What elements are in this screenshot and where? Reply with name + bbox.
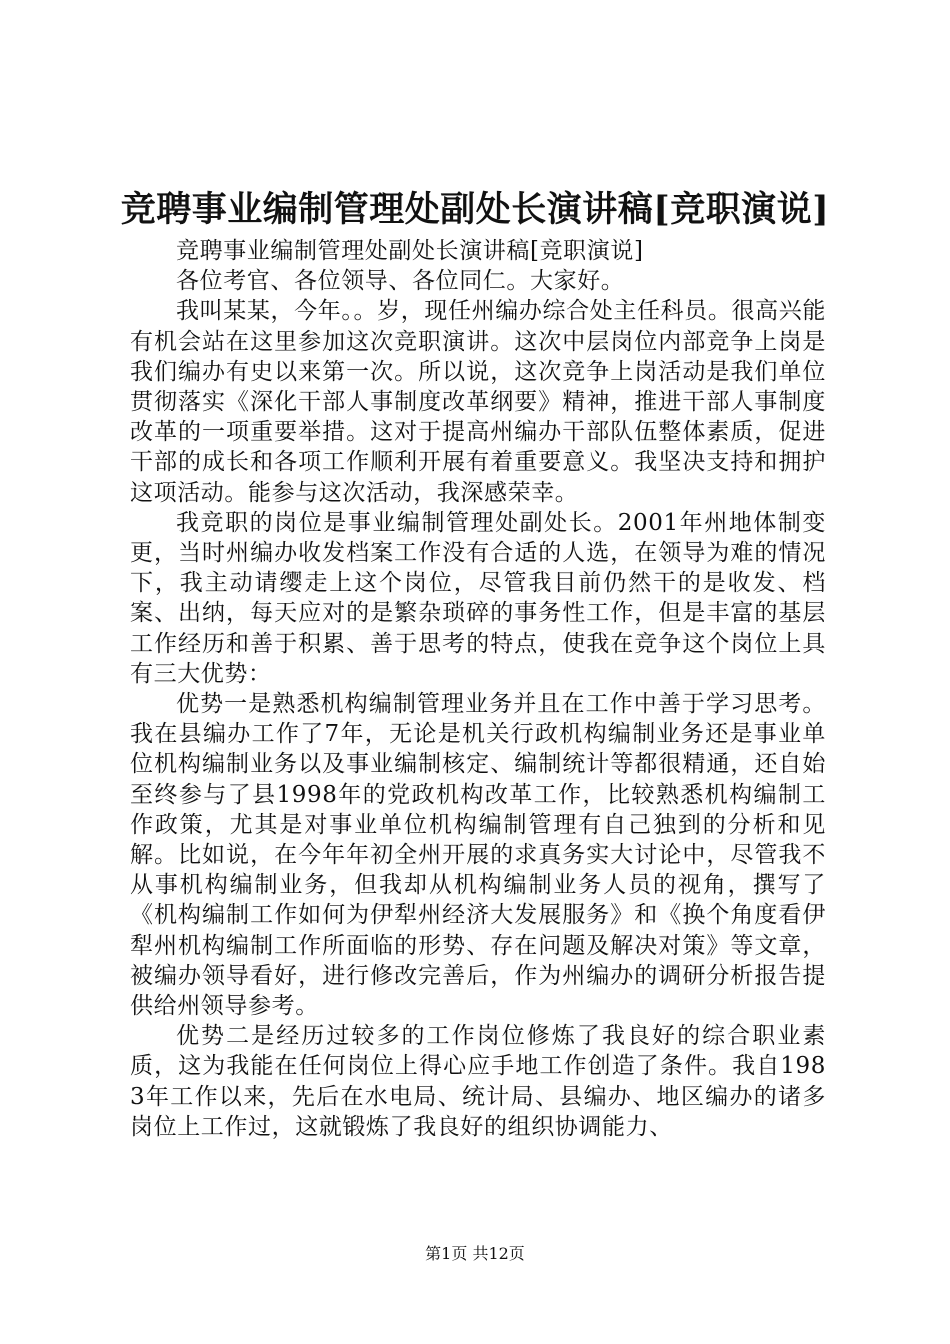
paragraph-advantage-two: 优势二是经历过较多的工作岗位修炼了我良好的综合职业素质，这为我能在任何岗位上得心应手地工作创造了条件。我自1983年工作以来，先后在水电局、统计局、县编办、地区编办的诸多岗位上工作过，这就锻炼了我良好的组织协调能力、 [130,1023,826,1140]
paragraph-position: 我竞职的岗位是事业编制管理处副处长。2001年州地体制变更，当时州编办收发档案工作没有合适的人选，在领导为难的情况下，我主动请缨走上这个岗位，尽管我目前仍然干的是收发、档案、出纳，每天应对的是繁杂琐碎的事务性工作，但是丰富的基层工作经历和善于积累、善于思考的特点，使我在竞争这个岗位上具有三大优势： [130,509,826,687]
paragraph-greeting: 各位考官、各位领导、各位同仁。大家好。 [176,268,625,295]
document-title: 竞聘事业编制管理处副处长演讲稿[竞职演说] [120,189,830,230]
paragraph-introduction: 我叫某某，今年。。岁，现任州编办综合处主任科员。很高兴能有机会站在这里参加这次竞职演讲。这次中层岗位内部竞争上岗是我们编办有史以来第一次。所以说，这次竞争上岗活动是我们单位贯彻落实《深化干部人事制度改革纲要》精神，推进干部人事制度改革的一项重要举措。这对于提高州编办干部队伍整体素质，促进干部的成长和各项工作顺利开展有着重要意义。我坚决支持和拥护这项活动。能参与这次活动，我深感荣幸。 [130,298,826,506]
paragraph-subtitle: 竞聘事业编制管理处副处长演讲稿[竞职演说] [176,238,644,264]
document-body [130,236,826,1142]
paragraph-advantage-one: 优势一是熟悉机构编制管理业务并且在工作中善于学习思考。我在县编办工作了7年，无论是机关行政机构编制业务还是事业单位机构编制业务以及事业编制核定、编制统计等都很精通，还自始至终参与了县1998年的党政机构改革工作，比较熟悉机构编制工作政策，尤其是对事业单位机构编制管理有自己独到的分析和见解。比如说，在今年年初全州开展的求真务实大讨论中，尽管我不从事机构编制业务，但我却从机构编制业务人员的视角，撰写了《机构编制工作如何为伊犁州经济大发展服务》和《换个角度看伊犁州机构编制工作所面临的形势、存在问题及解决对策》等文章，被编办领导看好，进行修改完善后，作为州编办的调研分析报告提供给州领导参考。 [130,691,826,1020]
page-number-footer: 第1页 共12页 [425,1244,525,1263]
